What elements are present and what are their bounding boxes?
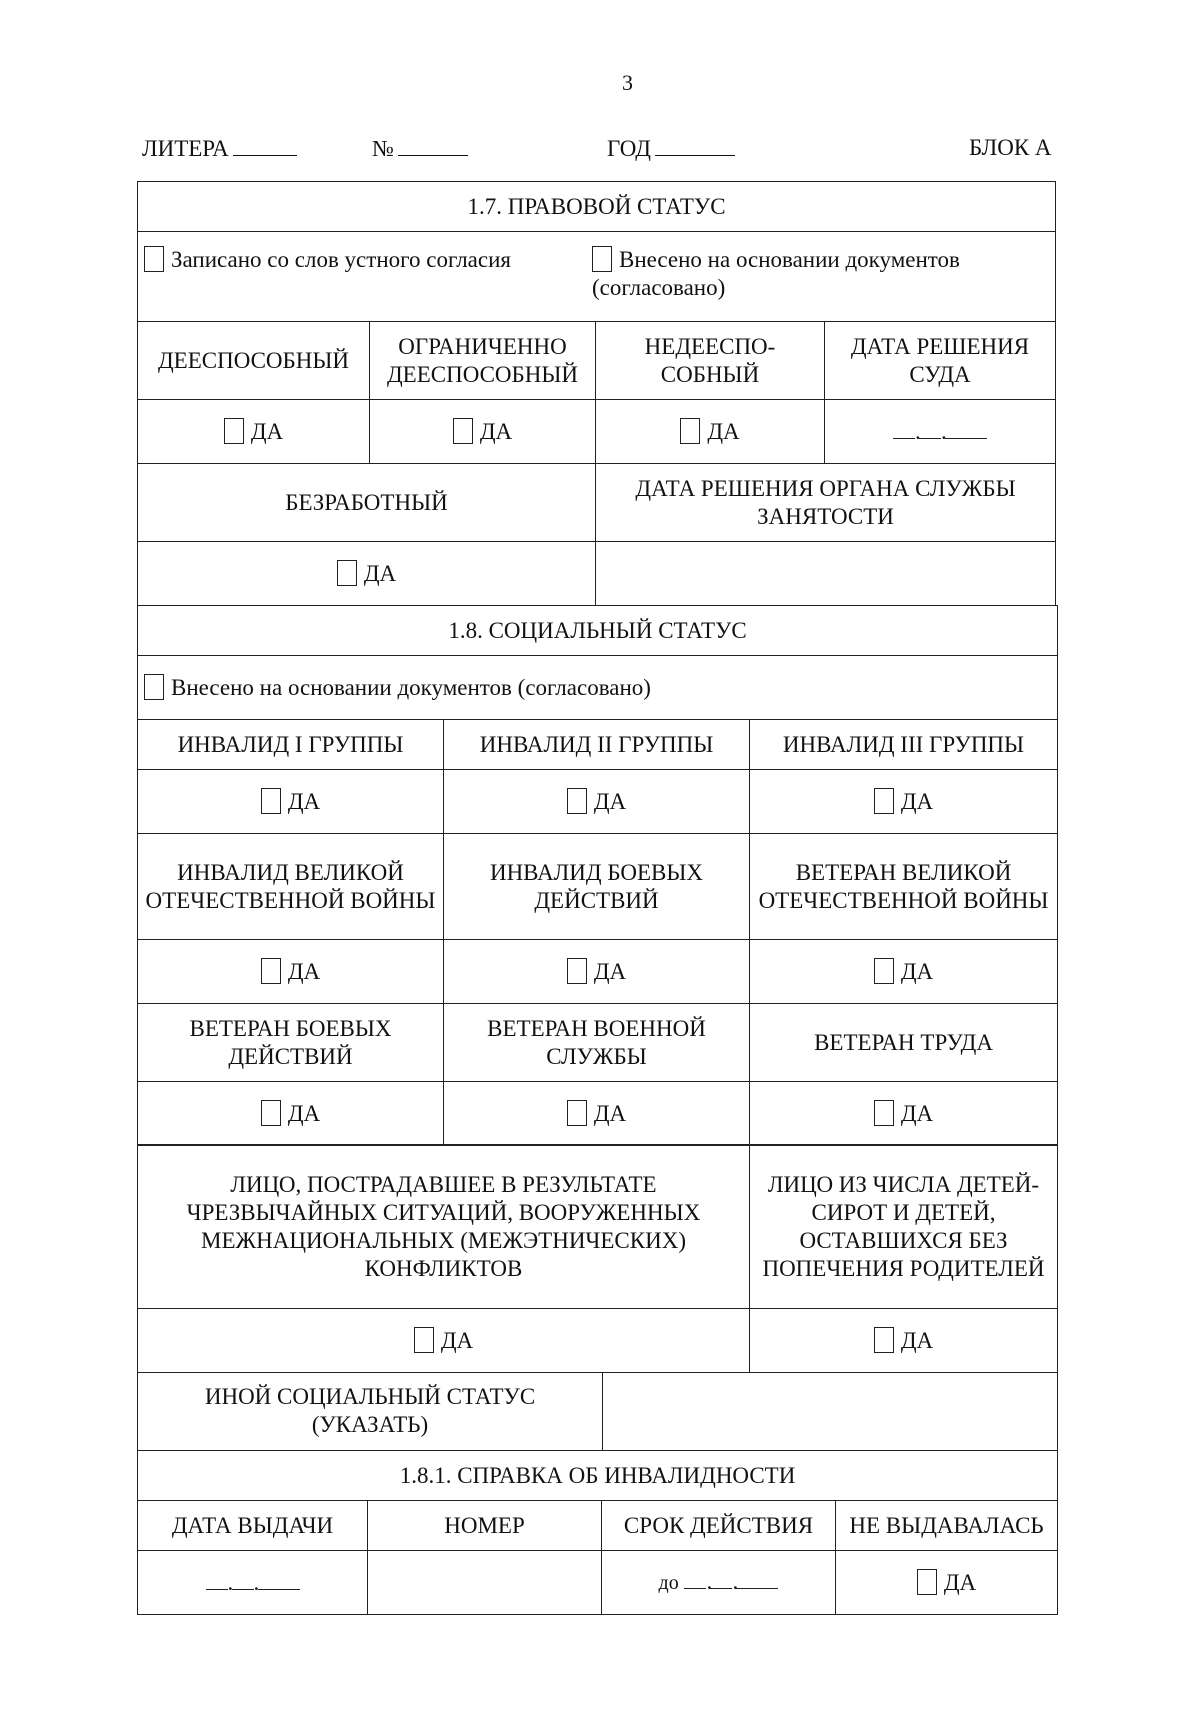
orphan-yes-label: ДА (900, 1327, 934, 1353)
combat-veteran-header: ВЕТЕРАН БОЕВЫХ ДЕЙСТВИЙ (138, 1004, 444, 1082)
combat-disabled-checkbox[interactable] (567, 958, 587, 984)
capable-yes-label: ДА (250, 418, 284, 444)
social-status-options (138, 656, 1058, 720)
limited-capable-header: ОГРАНИЧЕННО ДЕЕСПОСОБНЫЙ (370, 322, 596, 400)
orphan-checkbox[interactable] (874, 1327, 894, 1353)
page-number: 3 (622, 70, 633, 95)
year-input[interactable] (655, 135, 735, 156)
disabled-group3-yes-label: ДА (900, 788, 934, 814)
disabled-group1-checkbox[interactable] (261, 788, 281, 814)
limited-capable-checkbox[interactable] (453, 418, 473, 444)
oral-consent-checkbox[interactable] (144, 246, 164, 272)
certificate-number-header: НОМЕР (368, 1501, 602, 1551)
court-decision-date-header: ДАТА РЕШЕНИЯ СУДА (825, 322, 1056, 400)
capable-checkbox[interactable] (224, 418, 244, 444)
disabled-group2-yes-label: ДА (593, 788, 627, 814)
other-social-status-header: ИНОЙ СОЦИАЛЬНЫЙ СТАТУС (УКАЗАТЬ) (138, 1372, 603, 1450)
disability-certificate-title: 1.8.1. СПРАВКА ОБ ИНВАЛИДНОСТИ (138, 1451, 1058, 1501)
not-issued-header: НЕ ВЫДАВАЛАСЬ (836, 1501, 1058, 1551)
labor-veteran-checkbox[interactable] (874, 1100, 894, 1126)
military-service-veteran-checkbox[interactable] (567, 1100, 587, 1126)
labor-veteran-header: ВЕТЕРАН ТРУДА (750, 1004, 1058, 1082)
number-label: № (372, 136, 394, 161)
year-field (607, 135, 735, 162)
disabled-group2-header: ИНВАЛИД II ГРУППЫ (444, 720, 750, 770)
military-service-veteran-header: ВЕТЕРАН ВОЕННОЙ СЛУЖБЫ (444, 1004, 750, 1082)
combat-disabled-header: ИНВАЛИД БОЕВЫХ ДЕЙСТВИЙ (444, 834, 750, 940)
emergency-victim-checkbox[interactable] (414, 1327, 434, 1353)
emergency-victim-header: ЛИЦО, ПОСТРАДАВШЕЕ В РЕЗУЛЬТАТЕ ЧРЕЗВЫЧАЙНЫХ СИТУАЦИЙ, ВООРУЖЕННЫХ МЕЖНАЦИОНАЛЬНЫХ (МЕЖЭТНИЧЕСКИХ) КОНФЛИКТОВ (138, 1145, 750, 1309)
legal-status-title: 1.7. ПРАВОВОЙ СТАТУС (138, 182, 1056, 232)
emergency-victim-yes-label: ДА (440, 1327, 474, 1353)
military-service-veteran-yes-label: ДА (593, 1100, 627, 1126)
combat-veteran-yes-label: ДА (287, 1100, 321, 1126)
ww2-disabled-header: ИНВАЛИД ВЕЛИКОЙ ОТЕЧЕСТВЕННОЙ ВОЙНЫ (138, 834, 444, 940)
issue-date-header: ДАТА ВЫДАЧИ (138, 1501, 368, 1551)
court-decision-date-field[interactable]: . . (825, 400, 1056, 464)
social-status-section (137, 605, 1057, 1451)
labor-veteran-yes-label: ДА (900, 1100, 934, 1126)
oral-consent-label: Записано со слов устного согласия (171, 247, 511, 272)
ww2-disabled-checkbox[interactable] (261, 958, 281, 984)
legal-status-options (138, 232, 1056, 322)
until-label: до (658, 1572, 679, 1594)
combat-disabled-yes-label: ДА (593, 958, 627, 984)
ww2-veteran-checkbox[interactable] (874, 958, 894, 984)
validity-until-field[interactable]: до . . (602, 1551, 836, 1615)
combat-veteran-checkbox[interactable] (261, 1100, 281, 1126)
incapable-checkbox[interactable] (680, 418, 700, 444)
number-input[interactable] (398, 135, 468, 156)
documents-consent-label: Внесено на основании документов (согласовано) (592, 247, 960, 300)
disabled-group3-checkbox[interactable] (874, 788, 894, 814)
social-documents-label: Внесено на основании документов (согласовано) (171, 674, 651, 700)
incapable-header: НЕДЕЕСПО- СОБНЫЙ (596, 322, 825, 400)
year-label: ГОД (607, 136, 651, 161)
capable-header: ДЕЕСПОСОБНЫЙ (138, 322, 370, 400)
issue-date-field[interactable]: . . (138, 1551, 368, 1615)
other-social-status-field[interactable] (603, 1372, 1058, 1450)
social-documents-checkbox[interactable] (144, 674, 164, 700)
ww2-veteran-yes-label: ДА (900, 958, 934, 984)
documents-consent-checkbox[interactable] (592, 246, 612, 272)
not-issued-checkbox[interactable] (917, 1569, 937, 1595)
litera-label: ЛИТЕРА (142, 136, 229, 161)
litera-field (142, 135, 297, 162)
validity-period-header: СРОК ДЕЙСТВИЯ (602, 1501, 836, 1551)
disabled-group1-header: ИНВАЛИД I ГРУППЫ (138, 720, 444, 770)
unemployed-yes-label: ДА (363, 560, 397, 586)
disabled-group2-checkbox[interactable] (567, 788, 587, 814)
social-status-title: 1.8. СОЦИАЛЬНЫЙ СТАТУС (138, 606, 1058, 656)
certificate-number-field[interactable] (368, 1551, 602, 1615)
disabled-group3-header: ИНВАЛИД III ГРУППЫ (750, 720, 1058, 770)
employment-service-date-field[interactable] (596, 542, 1056, 606)
litera-input[interactable] (233, 135, 297, 156)
ww2-veteran-header: ВЕТЕРАН ВЕЛИКОЙ ОТЕЧЕСТВЕННОЙ ВОЙНЫ (750, 834, 1058, 940)
not-issued-yes-label: ДА (943, 1569, 977, 1595)
unemployed-header: БЕЗРАБОТНЫЙ (138, 464, 596, 542)
legal-status-section (137, 181, 1055, 606)
incapable-yes-label: ДА (707, 418, 740, 444)
disabled-group1-yes-label: ДА (287, 788, 321, 814)
limited-capable-yes-label: ДА (479, 418, 513, 444)
employment-service-date-header: ДАТА РЕШЕНИЯ ОРГАНА СЛУЖБЫ ЗАНЯТОСТИ (596, 464, 1056, 542)
unemployed-checkbox[interactable] (337, 560, 357, 586)
number-field (372, 135, 468, 162)
orphan-header: ЛИЦО ИЗ ЧИСЛА ДЕТЕЙ-СИРОТ И ДЕТЕЙ, ОСТАВШИХСЯ БЕЗ ПОПЕЧЕНИЯ РОДИТЕЛЕЙ (750, 1145, 1058, 1309)
disability-certificate-section (137, 1450, 1057, 1615)
ww2-disabled-yes-label: ДА (287, 958, 321, 984)
block-label: БЛОК А (969, 135, 1052, 160)
